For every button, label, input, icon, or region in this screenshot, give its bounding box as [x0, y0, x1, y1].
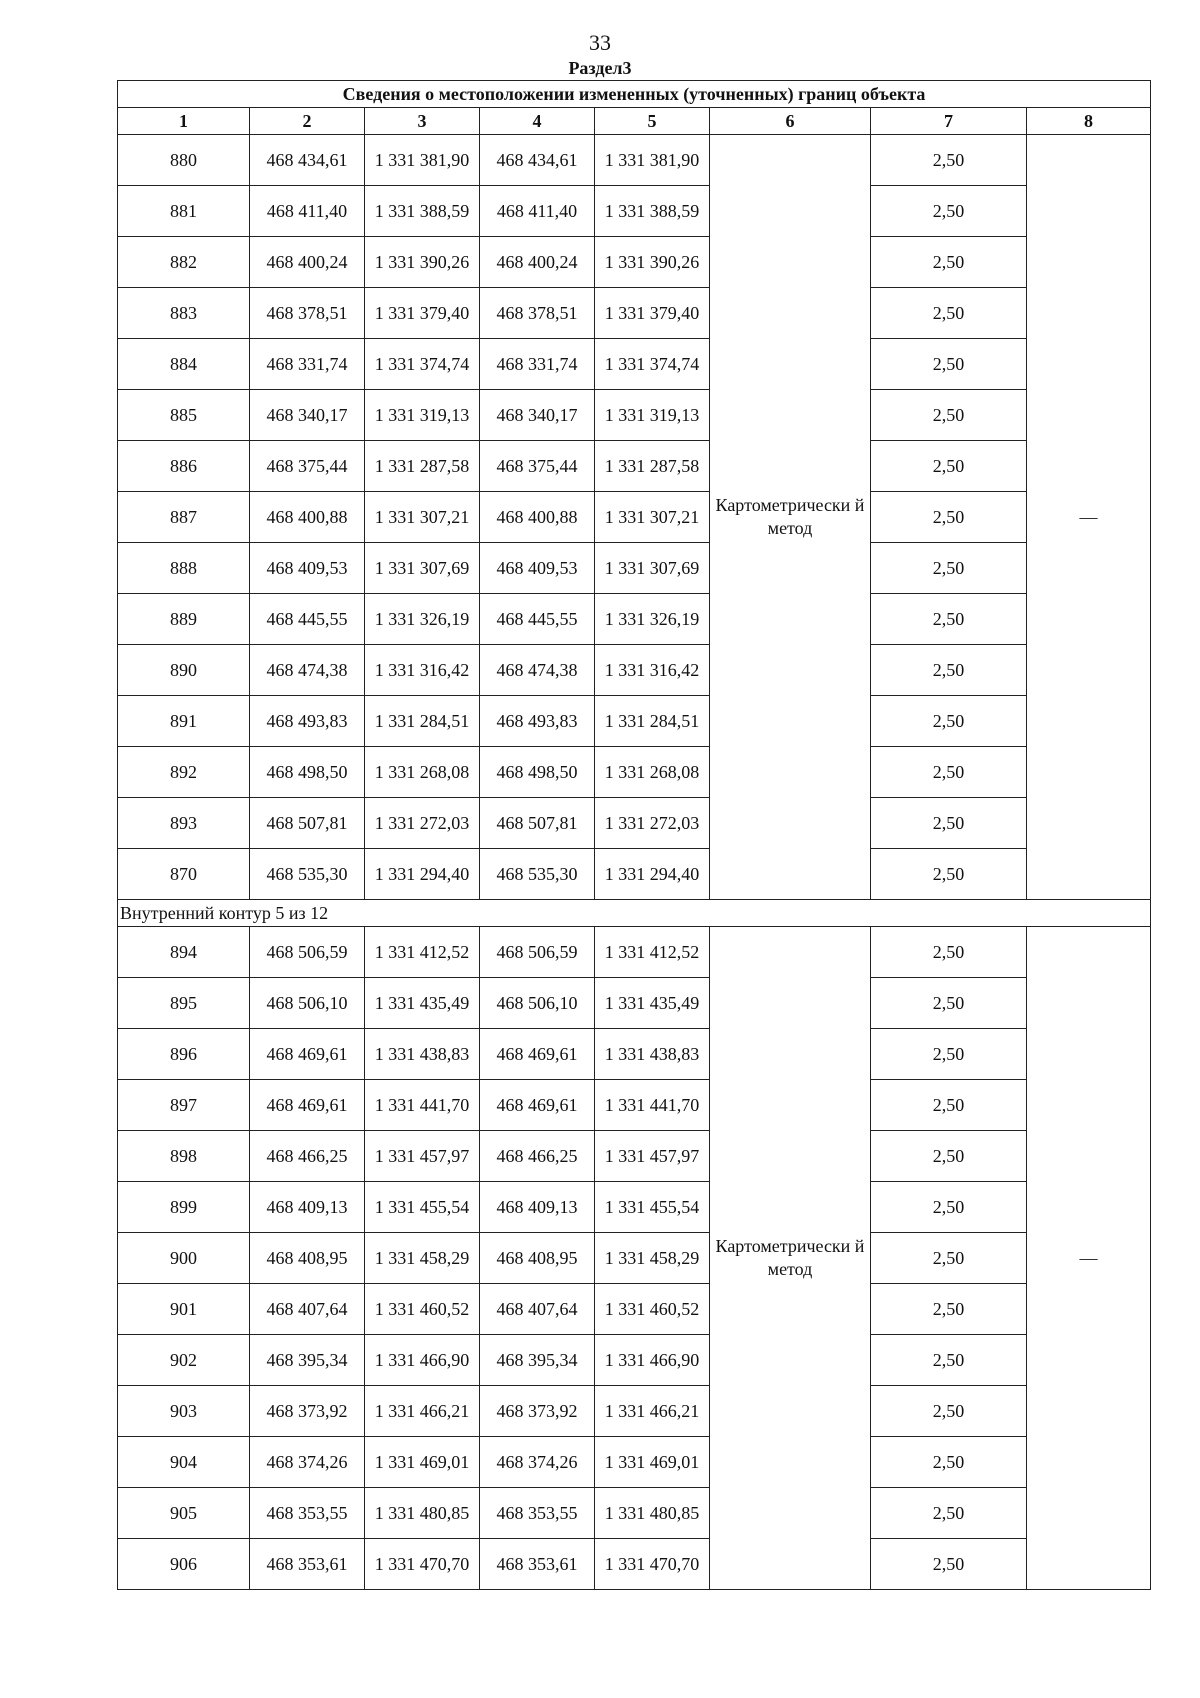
point-number-cell: 901 — [118, 1284, 250, 1335]
y-existing-cell: 1 331 294,40 — [365, 849, 480, 900]
x-refined-cell: 468 474,38 — [480, 645, 595, 696]
x-refined-cell: 468 469,61 — [480, 1080, 595, 1131]
table-row — [118, 1029, 1151, 1080]
x-existing-cell: 468 411,40 — [250, 186, 365, 237]
x-refined-cell: 468 493,83 — [480, 696, 595, 747]
table-body — [118, 81, 1151, 1590]
x-existing-cell: 468 466,25 — [250, 1131, 365, 1182]
y-refined-cell: 1 331 458,29 — [595, 1233, 710, 1284]
y-existing-cell: 1 331 272,03 — [365, 798, 480, 849]
table-row — [118, 441, 1151, 492]
y-existing-cell: 1 331 460,52 — [365, 1284, 480, 1335]
y-existing-cell: 1 331 457,97 — [365, 1131, 480, 1182]
point-number-cell: 895 — [118, 978, 250, 1029]
table-row — [118, 696, 1151, 747]
x-existing-cell: 468 506,10 — [250, 978, 365, 1029]
coordinates-table — [117, 80, 1151, 1590]
accuracy-cell: 2,50 — [871, 237, 1027, 288]
page-number: 33 — [589, 30, 611, 55]
table-row — [118, 543, 1151, 594]
y-existing-cell: 1 331 381,90 — [365, 135, 480, 186]
point-number-cell: 881 — [118, 186, 250, 237]
x-refined-cell: 468 400,24 — [480, 237, 595, 288]
y-existing-cell: 1 331 466,21 — [365, 1386, 480, 1437]
point-number-cell: 897 — [118, 1080, 250, 1131]
table-caption-row — [118, 81, 1151, 108]
accuracy-cell: 2,50 — [871, 390, 1027, 441]
y-refined-cell: 1 331 466,90 — [595, 1335, 710, 1386]
y-existing-cell: 1 331 379,40 — [365, 288, 480, 339]
point-number-cell: 892 — [118, 747, 250, 798]
table-caption: Сведения о местоположении измененных (уточненных) границ объекта — [118, 81, 1151, 108]
y-existing-cell: 1 331 480,85 — [365, 1488, 480, 1539]
table-row — [118, 594, 1151, 645]
x-existing-cell: 468 400,88 — [250, 492, 365, 543]
y-existing-cell: 1 331 455,54 — [365, 1182, 480, 1233]
point-number-cell: 870 — [118, 849, 250, 900]
x-refined-cell: 468 535,30 — [480, 849, 595, 900]
x-refined-cell: 468 469,61 — [480, 1029, 595, 1080]
y-existing-cell: 1 331 438,83 — [365, 1029, 480, 1080]
contour-label-row — [118, 900, 1151, 927]
y-refined-cell: 1 331 435,49 — [595, 978, 710, 1029]
column-number: 2 — [250, 108, 365, 135]
table-row — [118, 1131, 1151, 1182]
y-existing-cell: 1 331 388,59 — [365, 186, 480, 237]
table-row — [118, 390, 1151, 441]
x-existing-cell: 468 340,17 — [250, 390, 365, 441]
y-refined-cell: 1 331 284,51 — [595, 696, 710, 747]
x-refined-cell: 468 409,53 — [480, 543, 595, 594]
y-existing-cell: 1 331 316,42 — [365, 645, 480, 696]
y-existing-cell: 1 331 307,69 — [365, 543, 480, 594]
point-number-cell: 885 — [118, 390, 250, 441]
y-existing-cell: 1 331 435,49 — [365, 978, 480, 1029]
point-number-cell: 899 — [118, 1182, 250, 1233]
accuracy-cell: 2,50 — [871, 798, 1027, 849]
x-refined-cell: 468 445,55 — [480, 594, 595, 645]
y-existing-cell: 1 331 390,26 — [365, 237, 480, 288]
table-row — [118, 1080, 1151, 1131]
accuracy-cell: 2,50 — [871, 1284, 1027, 1335]
y-refined-cell: 1 331 480,85 — [595, 1488, 710, 1539]
y-refined-cell: 1 331 457,97 — [595, 1131, 710, 1182]
accuracy-cell: 2,50 — [871, 1233, 1027, 1284]
point-number-cell: 890 — [118, 645, 250, 696]
accuracy-cell: 2,50 — [871, 135, 1027, 186]
point-number-cell: 894 — [118, 927, 250, 978]
y-refined-cell: 1 331 381,90 — [595, 135, 710, 186]
y-refined-cell: 1 331 319,13 — [595, 390, 710, 441]
column-number: 7 — [871, 108, 1027, 135]
accuracy-cell: 2,50 — [871, 1182, 1027, 1233]
accuracy-cell: 2,50 — [871, 696, 1027, 747]
y-refined-cell: 1 331 460,52 — [595, 1284, 710, 1335]
point-number-cell: 896 — [118, 1029, 250, 1080]
accuracy-cell: 2,50 — [871, 492, 1027, 543]
x-refined-cell: 468 506,59 — [480, 927, 595, 978]
column-number: 8 — [1027, 108, 1151, 135]
table-row — [118, 927, 1151, 978]
y-refined-cell: 1 331 390,26 — [595, 237, 710, 288]
x-existing-cell: 468 506,59 — [250, 927, 365, 978]
point-number-cell: 880 — [118, 135, 250, 186]
point-number-cell: 900 — [118, 1233, 250, 1284]
column-number: 6 — [710, 108, 871, 135]
y-existing-cell: 1 331 470,70 — [365, 1539, 480, 1590]
y-refined-cell: 1 331 441,70 — [595, 1080, 710, 1131]
accuracy-cell: 2,50 — [871, 1437, 1027, 1488]
x-existing-cell: 468 353,61 — [250, 1539, 365, 1590]
x-existing-cell: 468 395,34 — [250, 1335, 365, 1386]
y-existing-cell: 1 331 268,08 — [365, 747, 480, 798]
table-row — [118, 288, 1151, 339]
x-refined-cell: 468 353,61 — [480, 1539, 595, 1590]
point-number-cell: 902 — [118, 1335, 250, 1386]
x-existing-cell: 468 400,24 — [250, 237, 365, 288]
y-existing-cell: 1 331 458,29 — [365, 1233, 480, 1284]
x-existing-cell: 468 493,83 — [250, 696, 365, 747]
point-number-cell: 882 — [118, 237, 250, 288]
table-row — [118, 492, 1151, 543]
y-existing-cell: 1 331 374,74 — [365, 339, 480, 390]
column-number: 4 — [480, 108, 595, 135]
x-existing-cell: 468 331,74 — [250, 339, 365, 390]
point-number-cell: 883 — [118, 288, 250, 339]
table-row — [118, 645, 1151, 696]
method-cell: Картометрически й метод — [710, 927, 871, 1590]
table-row — [118, 186, 1151, 237]
y-refined-cell: 1 331 374,74 — [595, 339, 710, 390]
point-number-cell: 887 — [118, 492, 250, 543]
x-refined-cell: 468 395,34 — [480, 1335, 595, 1386]
accuracy-cell: 2,50 — [871, 441, 1027, 492]
contour-label: Внутренний контур 5 из 12 — [118, 900, 1151, 927]
table-row — [118, 849, 1151, 900]
x-existing-cell: 468 469,61 — [250, 1029, 365, 1080]
point-number-cell: 891 — [118, 696, 250, 747]
accuracy-cell: 2,50 — [871, 288, 1027, 339]
table-row — [118, 978, 1151, 1029]
x-refined-cell: 468 375,44 — [480, 441, 595, 492]
y-existing-cell: 1 331 469,01 — [365, 1437, 480, 1488]
table-row — [118, 1182, 1151, 1233]
table-row — [118, 1488, 1151, 1539]
accuracy-cell: 2,50 — [871, 927, 1027, 978]
y-refined-cell: 1 331 272,03 — [595, 798, 710, 849]
y-existing-cell: 1 331 326,19 — [365, 594, 480, 645]
point-number-cell: 886 — [118, 441, 250, 492]
accuracy-cell: 2,50 — [871, 747, 1027, 798]
accuracy-cell: 2,50 — [871, 978, 1027, 1029]
x-existing-cell: 468 373,92 — [250, 1386, 365, 1437]
table-row — [118, 798, 1151, 849]
table-row — [118, 1386, 1151, 1437]
point-number-cell: 893 — [118, 798, 250, 849]
y-refined-cell: 1 331 326,19 — [595, 594, 710, 645]
accuracy-cell: 2,50 — [871, 1335, 1027, 1386]
y-existing-cell: 1 331 307,21 — [365, 492, 480, 543]
accuracy-cell: 2,50 — [871, 1539, 1027, 1590]
point-number-cell: 889 — [118, 594, 250, 645]
y-refined-cell: 1 331 294,40 — [595, 849, 710, 900]
column-number: 1 — [118, 108, 250, 135]
y-refined-cell: 1 331 379,40 — [595, 288, 710, 339]
point-number-cell: 906 — [118, 1539, 250, 1590]
x-refined-cell: 468 507,81 — [480, 798, 595, 849]
x-existing-cell: 468 469,61 — [250, 1080, 365, 1131]
y-refined-cell: 1 331 316,42 — [595, 645, 710, 696]
x-existing-cell: 468 434,61 — [250, 135, 365, 186]
x-refined-cell: 468 407,64 — [480, 1284, 595, 1335]
x-refined-cell: 468 400,88 — [480, 492, 595, 543]
table-row — [118, 1335, 1151, 1386]
y-refined-cell: 1 331 412,52 — [595, 927, 710, 978]
table-row — [118, 747, 1151, 798]
x-existing-cell: 468 445,55 — [250, 594, 365, 645]
x-refined-cell: 468 408,95 — [480, 1233, 595, 1284]
table-row — [118, 237, 1151, 288]
note-cell: — — [1027, 135, 1151, 900]
method-cell: Картометрически й метод — [710, 135, 871, 900]
table-row — [118, 1233, 1151, 1284]
table-row — [118, 1284, 1151, 1335]
x-refined-cell: 468 409,13 — [480, 1182, 595, 1233]
y-refined-cell: 1 331 455,54 — [595, 1182, 710, 1233]
accuracy-cell: 2,50 — [871, 645, 1027, 696]
accuracy-cell: 2,50 — [871, 1080, 1027, 1131]
x-refined-cell: 468 466,25 — [480, 1131, 595, 1182]
section-label: Раздел3 — [568, 58, 632, 78]
table-row — [118, 135, 1151, 186]
accuracy-cell: 2,50 — [871, 594, 1027, 645]
y-refined-cell: 1 331 466,21 — [595, 1386, 710, 1437]
x-existing-cell: 468 408,95 — [250, 1233, 365, 1284]
x-existing-cell: 468 378,51 — [250, 288, 365, 339]
x-refined-cell: 468 434,61 — [480, 135, 595, 186]
y-refined-cell: 1 331 469,01 — [595, 1437, 710, 1488]
x-refined-cell: 468 340,17 — [480, 390, 595, 441]
x-existing-cell: 468 409,53 — [250, 543, 365, 594]
y-existing-cell: 1 331 466,90 — [365, 1335, 480, 1386]
x-refined-cell: 468 411,40 — [480, 186, 595, 237]
note-cell: — — [1027, 927, 1151, 1590]
y-existing-cell: 1 331 441,70 — [365, 1080, 480, 1131]
y-refined-cell: 1 331 268,08 — [595, 747, 710, 798]
point-number-cell: 903 — [118, 1386, 250, 1437]
x-refined-cell: 468 498,50 — [480, 747, 595, 798]
x-refined-cell: 468 378,51 — [480, 288, 595, 339]
table-row — [118, 1539, 1151, 1590]
x-refined-cell: 468 374,26 — [480, 1437, 595, 1488]
y-refined-cell: 1 331 388,59 — [595, 186, 710, 237]
accuracy-cell: 2,50 — [871, 186, 1027, 237]
y-refined-cell: 1 331 307,69 — [595, 543, 710, 594]
y-existing-cell: 1 331 287,58 — [365, 441, 480, 492]
x-existing-cell: 468 474,38 — [250, 645, 365, 696]
y-existing-cell: 1 331 412,52 — [365, 927, 480, 978]
table-row — [118, 339, 1151, 390]
y-refined-cell: 1 331 307,21 — [595, 492, 710, 543]
y-refined-cell: 1 331 287,58 — [595, 441, 710, 492]
point-number-cell: 888 — [118, 543, 250, 594]
point-number-cell: 884 — [118, 339, 250, 390]
x-existing-cell: 468 353,55 — [250, 1488, 365, 1539]
accuracy-cell: 2,50 — [871, 339, 1027, 390]
point-number-cell: 905 — [118, 1488, 250, 1539]
x-refined-cell: 468 331,74 — [480, 339, 595, 390]
point-number-cell: 898 — [118, 1131, 250, 1182]
x-existing-cell: 468 409,13 — [250, 1182, 365, 1233]
x-existing-cell: 468 498,50 — [250, 747, 365, 798]
point-number-cell: 904 — [118, 1437, 250, 1488]
column-number: 3 — [365, 108, 480, 135]
x-refined-cell: 468 373,92 — [480, 1386, 595, 1437]
table-row — [118, 1437, 1151, 1488]
accuracy-cell: 2,50 — [871, 849, 1027, 900]
y-existing-cell: 1 331 319,13 — [365, 390, 480, 441]
y-refined-cell: 1 331 470,70 — [595, 1539, 710, 1590]
x-existing-cell: 468 507,81 — [250, 798, 365, 849]
accuracy-cell: 2,50 — [871, 543, 1027, 594]
column-number-row — [118, 108, 1151, 135]
x-refined-cell: 468 506,10 — [480, 978, 595, 1029]
x-existing-cell: 468 374,26 — [250, 1437, 365, 1488]
accuracy-cell: 2,50 — [871, 1029, 1027, 1080]
x-existing-cell: 468 375,44 — [250, 441, 365, 492]
y-refined-cell: 1 331 438,83 — [595, 1029, 710, 1080]
x-existing-cell: 468 407,64 — [250, 1284, 365, 1335]
accuracy-cell: 2,50 — [871, 1131, 1027, 1182]
x-existing-cell: 468 535,30 — [250, 849, 365, 900]
accuracy-cell: 2,50 — [871, 1386, 1027, 1437]
accuracy-cell: 2,50 — [871, 1488, 1027, 1539]
y-existing-cell: 1 331 284,51 — [365, 696, 480, 747]
x-refined-cell: 468 353,55 — [480, 1488, 595, 1539]
column-number: 5 — [595, 108, 710, 135]
